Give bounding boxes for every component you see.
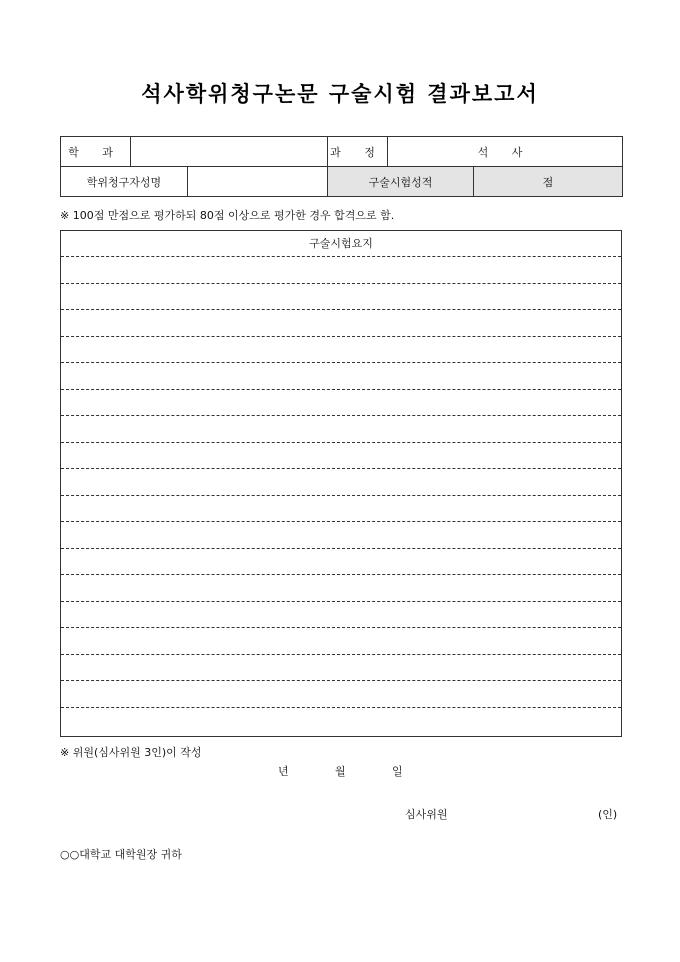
summary-box-title: 구술시험요지 — [309, 237, 373, 250]
summary-writing-line — [61, 627, 621, 628]
info-table — [60, 136, 623, 197]
score-unit[interactable]: 점 — [474, 167, 623, 197]
summary-writing-line — [61, 548, 621, 549]
summary-writing-line — [61, 442, 621, 443]
summary-writing-line — [61, 389, 621, 390]
summary-writing-line — [61, 362, 621, 363]
date-day: 일 — [392, 765, 403, 778]
summary-writing-line — [61, 574, 621, 575]
applicant-label: 학위청구자성명 — [61, 167, 188, 197]
score-label: 구술시험성적 — [328, 167, 474, 197]
course-label: 과 정 — [328, 137, 388, 167]
summary-writing-line — [61, 680, 621, 681]
dept-value[interactable] — [131, 137, 328, 167]
signature-label: 심사위원 — [405, 808, 448, 821]
applicant-value[interactable] — [188, 167, 328, 197]
summary-writing-line — [61, 495, 621, 496]
date-year: 년 — [278, 765, 289, 778]
summary-writing-line — [61, 309, 621, 310]
course-value[interactable]: 석 사 — [388, 137, 623, 167]
document-title: 석사학위청구논문 구술시험 결과보고서 — [141, 81, 539, 106]
date-month: 월 — [335, 765, 346, 778]
summary-writing-line — [61, 521, 621, 522]
summary-writing-line — [61, 707, 621, 708]
summary-writing-line — [61, 336, 621, 337]
dept-label: 학 과 — [61, 137, 131, 167]
summary-box[interactable] — [60, 230, 622, 737]
summary-writing-line — [61, 256, 621, 257]
committee-note: ※ 위원(심사위원 3인)이 작성 — [60, 746, 202, 759]
signature-seal: (인) — [598, 808, 618, 821]
score-note: ※ 100점 만점으로 평가하되 80점 이상으로 평가한 경우 합격으로 함. — [60, 209, 395, 222]
summary-writing-line — [61, 601, 621, 602]
summary-writing-line — [61, 415, 621, 416]
summary-writing-line — [61, 468, 621, 469]
summary-writing-line — [61, 283, 621, 284]
summary-writing-line — [61, 654, 621, 655]
addressee: ○○대학교 대학원장 귀하 — [60, 848, 182, 861]
